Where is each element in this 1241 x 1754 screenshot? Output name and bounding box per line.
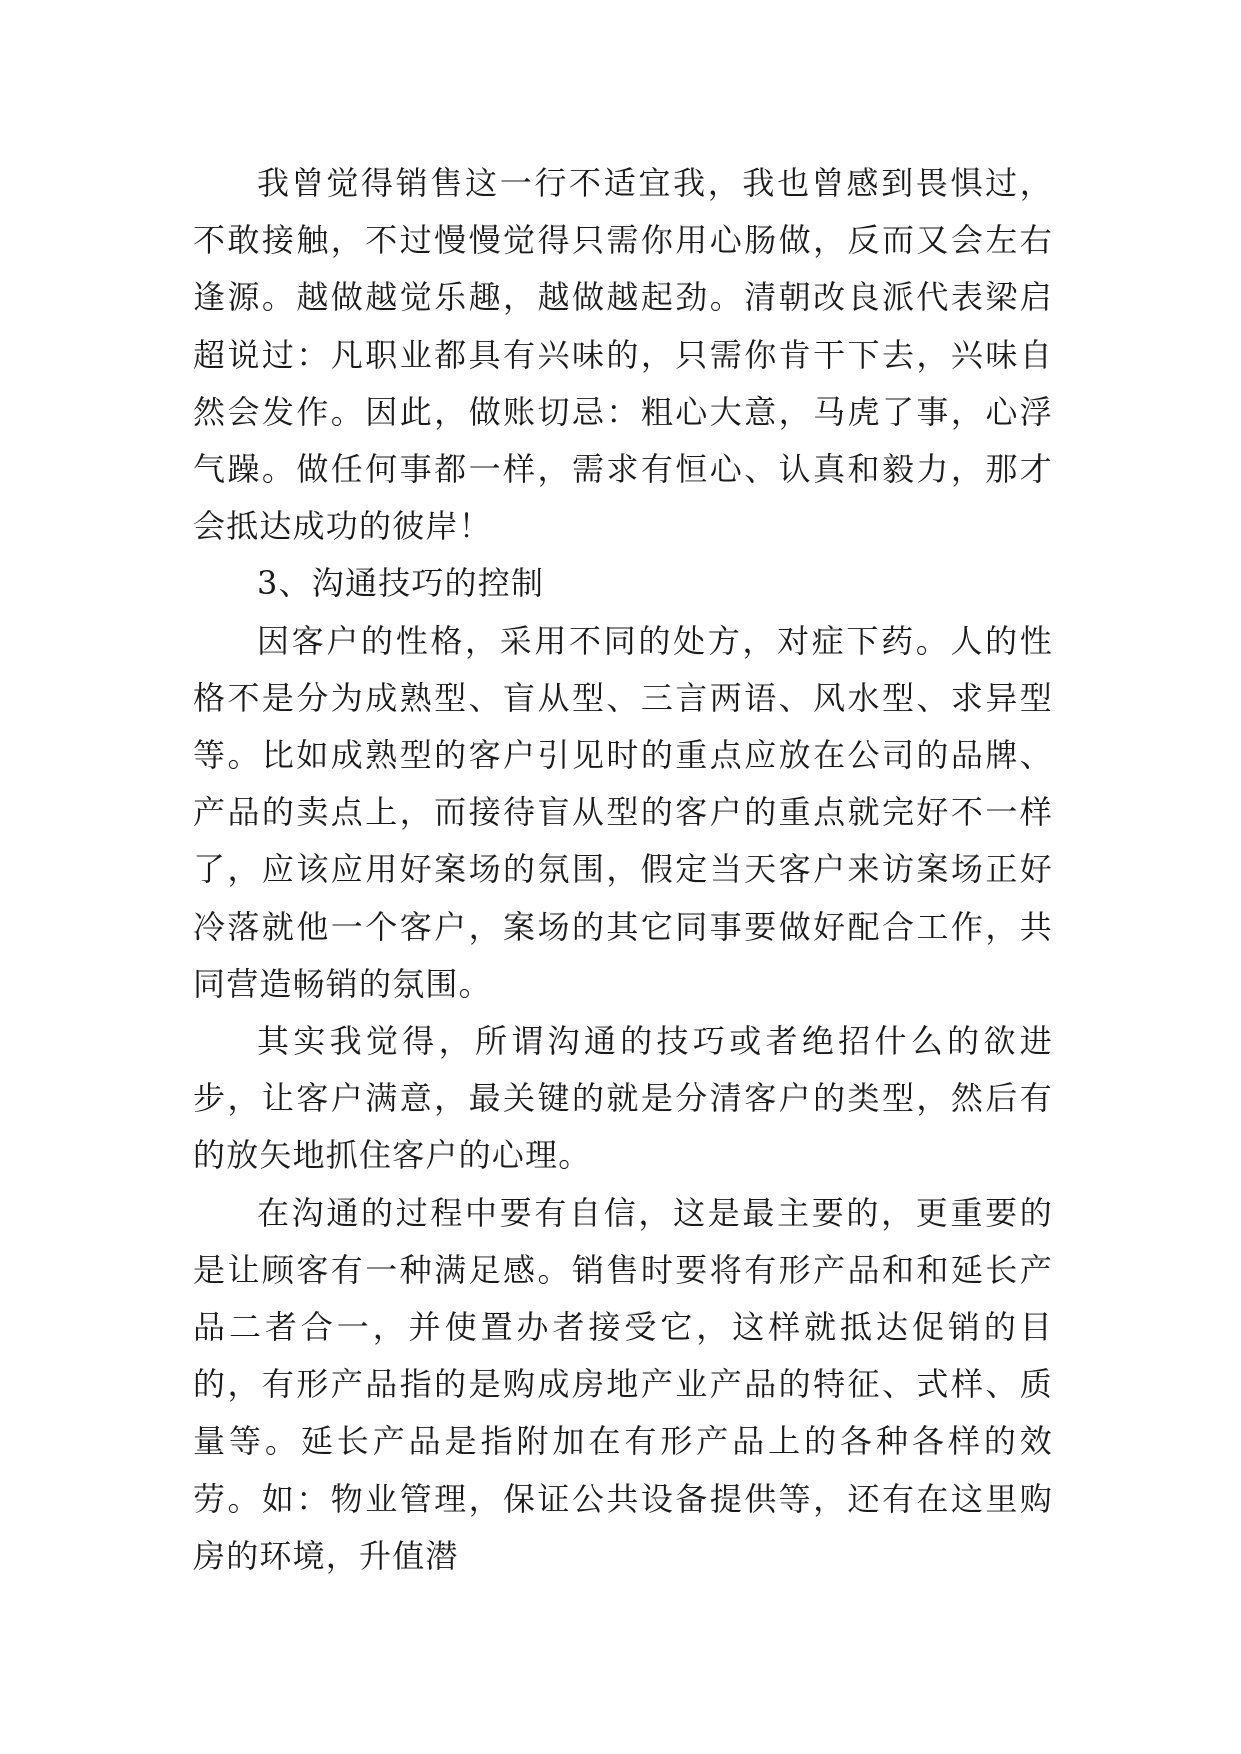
paragraph-sales-reflection: 我曾觉得销售这一行不适宜我，我也曾感到畏惧过，不敢接触，不过慢慢觉得只需你用心肠做，反而又会左右逢源。越做越觉乐趣，越做越起劲。清朝改良派代表梁启超说过：凡职业都具有兴味的，只需你肯干下去，兴味自然会发作。因此，做账切忌：粗心大意，马虎了事，心浮气躁。做任何事都一样，需求有恒心、认真和毅力，那才会抵达成功的彼岸！	[193, 164, 1053, 546]
paragraph-communication-key: 其实我觉得，所谓沟通的技巧或者绝招什么的欲进步，让客户满意，最关键的就是分清客户的类型，然后有的放矢地抓住客户的心理。	[193, 1022, 1053, 1175]
body-text	[193, 155, 1053, 1585]
paragraph-confidence: 在沟通的过程中要有自信，这是最主要的，更重要的是让顾客有一种满足感。销售时要将有形产品和和延长产品二者合一，并使置办者接受它，这样就抵达促销的目的，有形产品指的是购成房地产业产品的特征、式样、质量等。延长产品是指附加在有形产品上的各种各样的效劳。如：物业管理，保证公共设备提供等，还有在这里购房的环境，升值潜	[193, 1193, 1053, 1575]
paragraph-customer-types: 因客户的性格，采用不同的处方，对症下药。人的性格不是分为成熟型、盲从型、三言两语、风水型、求异型等。比如成熟型的客户引见时的重点应放在公司的品牌、产品的卖点上，而接待盲从型的客户的重点就完好不一样了，应该应用好案场的氛围，假定当天客户来访案场正好冷落就他一个客户，案场的其它同事要做好配合工作，共同营造畅销的氛围。	[193, 621, 1053, 1003]
section-heading-communication: 3、沟通技巧的控制	[257, 564, 545, 603]
